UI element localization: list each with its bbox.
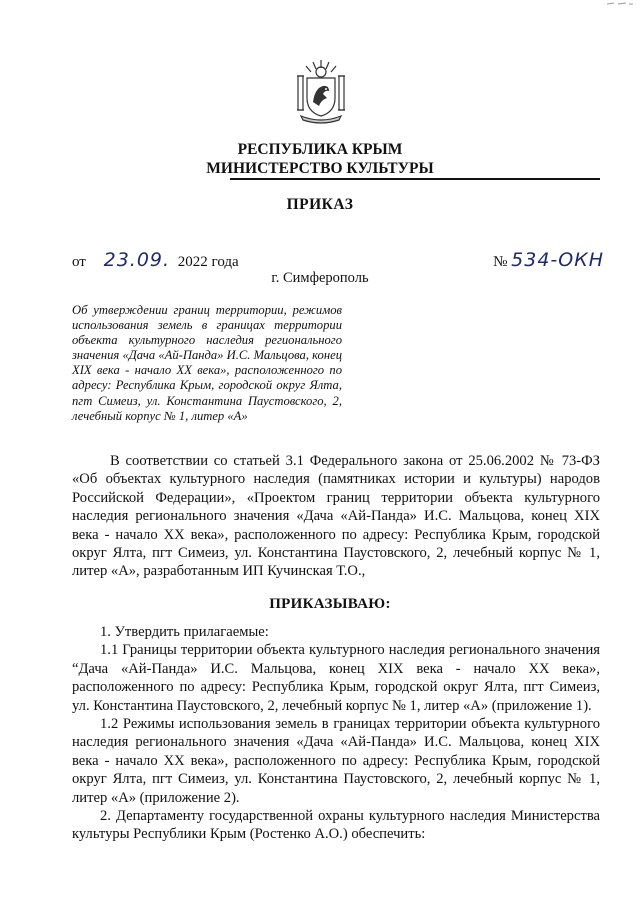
- order-items: [72, 623, 600, 844]
- header-republic: РЕСПУБЛИКА КРЫМ: [237, 141, 403, 158]
- coat-of-arms-emblem: [295, 58, 347, 124]
- number-handwritten: 534-ОКН: [511, 249, 604, 271]
- order-number: [493, 249, 604, 271]
- order-subject: Об утверждении границ территории, режимов использования земель в границах территории объекта культурного наследия регионального значения «Дача «Ай-Панда» И.С. Мальцова, конец XIX века - начало XX века», расположенного по адресу: Республика Крым, городской округ Ялта, пгт Симеиз, ул. Константина Паустовского, 2, лечебный корпус № 1, литер «А»: [72, 303, 342, 423]
- order-heading: ПРИКАЗЫВАЮ:: [269, 596, 391, 612]
- item-1-2: 1.2 Режимы использования земель в границах территории объекта культурного наследия регионального значения «Дача «Ай-Панда» И.С. Мальцова, конец XIX века - начало XX века», расположенного по адресу: Республика Крым, городской округ Ялта, пгт Симеиз, ул. Константина Паустовского, 2, лечебный корпус № 1, литер «А» (приложение 2).: [72, 716, 600, 806]
- date-handwritten: 23.09.: [103, 249, 171, 271]
- item-2: 2. Департаменту государственной охраны культурного наследия Министерства культуры Республики Крым (Ростенко А.О.) обеспечить:: [72, 808, 600, 843]
- preamble-paragraph: В соответствии со статьей 3.1 Федерального закона от 25.06.2002 № 73-ФЗ «Об объектах культурного наследия (памятниках истории и культуры) народов Российской Федерации», «Проектом границ территории объекта культурного наследия регионального значения «Дача «Ай-Панда» И.С. Мальцова, конец XIX века - начало XX века», расположенного по адресу: Республика Крым, городской округ Ялта, пгт Симеиз, ул. Константина Паустовского, 2, лечебный корпус № 1, литер «А», разработанным ИП Кучинская Т.О.,: [72, 453, 600, 580]
- city: г. Симферополь: [271, 270, 369, 286]
- header-divider: [230, 178, 600, 180]
- number-prefix: №: [493, 254, 508, 270]
- date-line: [72, 249, 239, 271]
- date-suffix: 2022 года: [177, 254, 239, 270]
- item-1-1: 1.1 Границы территории объекта культурного наследия регионального значения “Дача «Ай-Панда» И.С. Мальцова, конец XIX века - начало XX века», расположенного по адресу: Республика Крым, городской округ Ялта, пгт Симеиз, ул. Константина Паустовского, 2, лечебный корпус № 1, литер «А» (приложение 1).: [72, 642, 600, 714]
- header-ministry: МИНИСТЕРСТВО КУЛЬТУРЫ: [206, 160, 434, 177]
- pen-mark: [606, 2, 634, 6]
- document-title: ПРИКАЗ: [286, 196, 354, 213]
- date-prefix: от: [72, 254, 86, 270]
- item-1: 1. Утвердить прилагаемые:: [100, 624, 269, 640]
